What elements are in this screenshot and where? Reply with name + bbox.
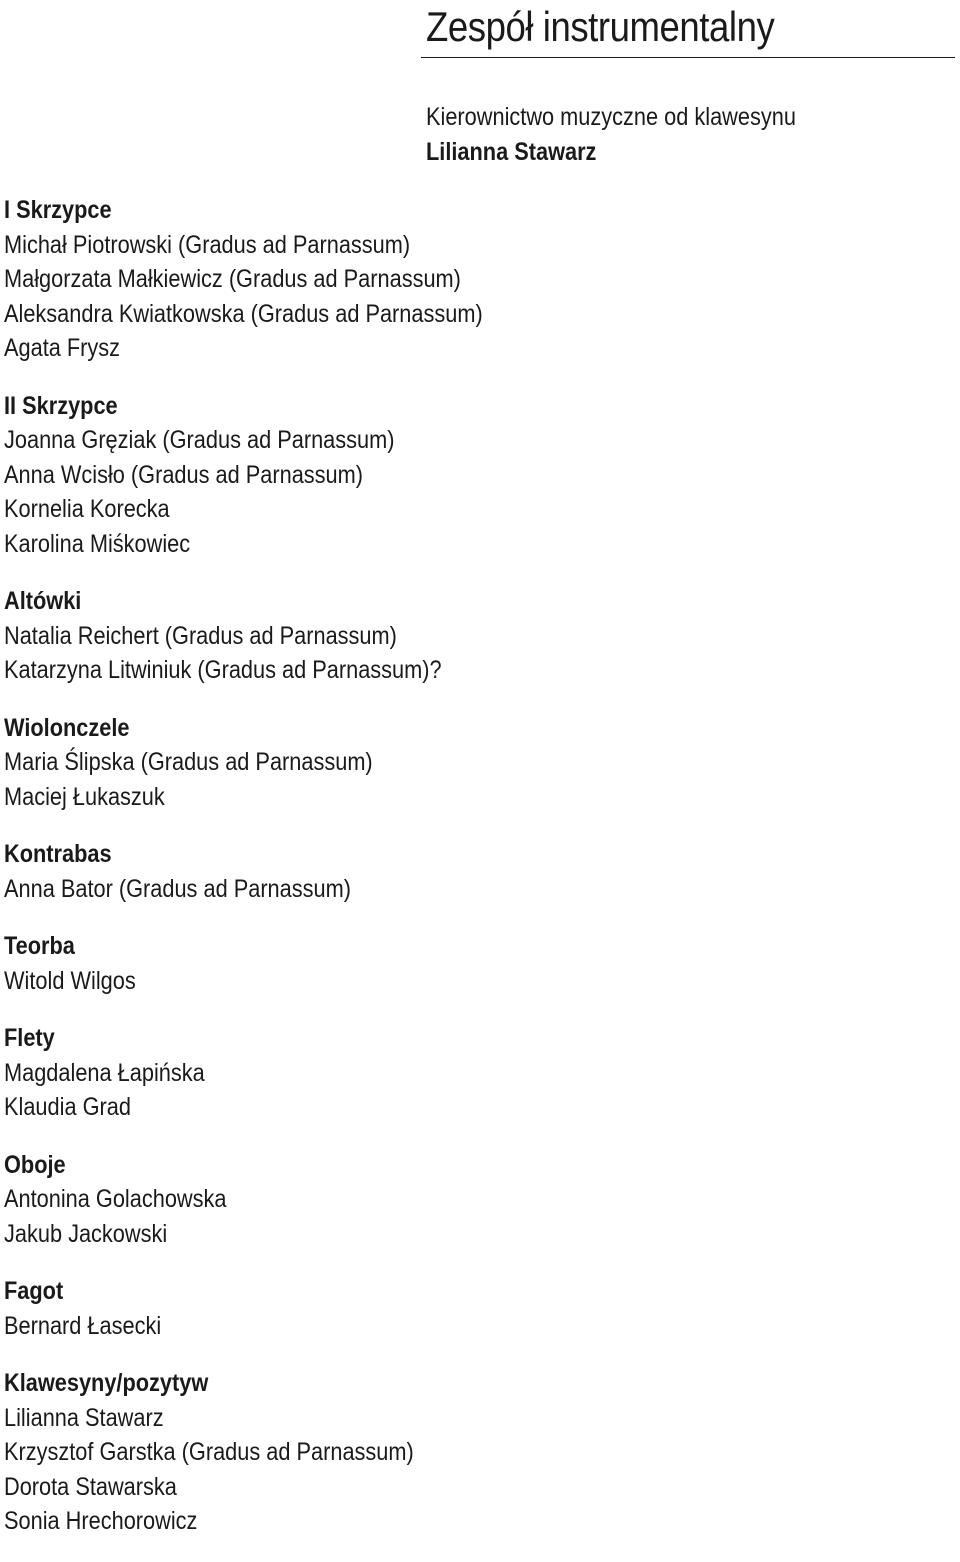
member-name: Karolina Miśkowiec bbox=[4, 529, 191, 558]
member-name: Witold Wilgos bbox=[4, 966, 136, 995]
section-heading: I Skrzypce bbox=[4, 196, 112, 224]
member-name: Agata Frysz bbox=[4, 334, 121, 362]
member-name: Antonina Golachowska bbox=[4, 1185, 227, 1213]
member-name: Maciej Łukaszuk bbox=[4, 782, 165, 811]
member-name: Michał Piotrowski (Gradus ad Parnassum) bbox=[4, 230, 411, 259]
section-heading: II Skrzypce bbox=[4, 391, 118, 420]
member-name: Małgorzata Małkiewicz (Gradus ad Parnassum) bbox=[4, 265, 461, 293]
title-underline bbox=[421, 57, 955, 58]
instrument-section bbox=[4, 584, 704, 688]
section-heading: Teorba bbox=[4, 932, 75, 960]
member-name: Jakub Jackowski bbox=[4, 1219, 168, 1248]
section-heading: Altówki bbox=[4, 587, 82, 615]
member-name: Magdalena Łapińska bbox=[4, 1058, 205, 1087]
section-heading: Kontrabas bbox=[4, 840, 112, 868]
instrument-section bbox=[4, 837, 704, 906]
section-heading: Klawesyny/pozytyw bbox=[4, 1369, 209, 1397]
section-heading: Wiolonczele bbox=[4, 713, 130, 742]
instrument-section bbox=[4, 1274, 704, 1343]
member-name: Anna Wcisło (Gradus ad Parnassum) bbox=[4, 460, 364, 489]
page-title: Zespół instrumentalny bbox=[426, 3, 775, 50]
section-heading: Fagot bbox=[4, 1277, 64, 1305]
instrument-section bbox=[4, 929, 704, 998]
member-name: Maria Ślipska (Gradus ad Parnassum) bbox=[4, 748, 373, 776]
member-name: Krzysztof Garstka (Gradus ad Parnassum) bbox=[4, 1438, 414, 1466]
member-name: Klaudia Grad bbox=[4, 1093, 131, 1121]
member-name: Joanna Gręziak (Gradus ad Parnassum) bbox=[4, 426, 395, 454]
instrument-section bbox=[4, 1366, 704, 1539]
member-name: Bernard Łasecki bbox=[4, 1311, 162, 1340]
member-name: Natalia Reichert (Gradus ad Parnassum) bbox=[4, 621, 397, 650]
member-name: Kornelia Korecka bbox=[4, 495, 170, 523]
member-name: Lilianna Stawarz bbox=[4, 1403, 164, 1432]
member-name: Katarzyna Litwiniuk (Gradus ad Parnassum)? bbox=[4, 656, 442, 684]
instrument-section bbox=[4, 711, 704, 815]
instrument-section bbox=[4, 1148, 704, 1252]
section-heading: Flety bbox=[4, 1024, 55, 1052]
member-name: Aleksandra Kwiatkowska (Gradus ad Parnassum) bbox=[4, 299, 483, 328]
instrument-section bbox=[4, 389, 704, 562]
musical-direction bbox=[426, 100, 796, 170]
member-name: Anna Bator (Gradus ad Parnassum) bbox=[4, 874, 351, 903]
ensemble-sections bbox=[4, 193, 704, 1562]
director-name: Lilianna Stawarz bbox=[426, 138, 597, 166]
direction-label: Kierownictwo muzyczne od klawesynu bbox=[426, 103, 796, 131]
section-heading: Oboje bbox=[4, 1150, 66, 1179]
instrument-section bbox=[4, 193, 704, 366]
member-name: Dorota Stawarska bbox=[4, 1472, 177, 1501]
member-name: Sonia Hrechorowicz bbox=[4, 1507, 198, 1535]
instrument-section bbox=[4, 1021, 704, 1125]
